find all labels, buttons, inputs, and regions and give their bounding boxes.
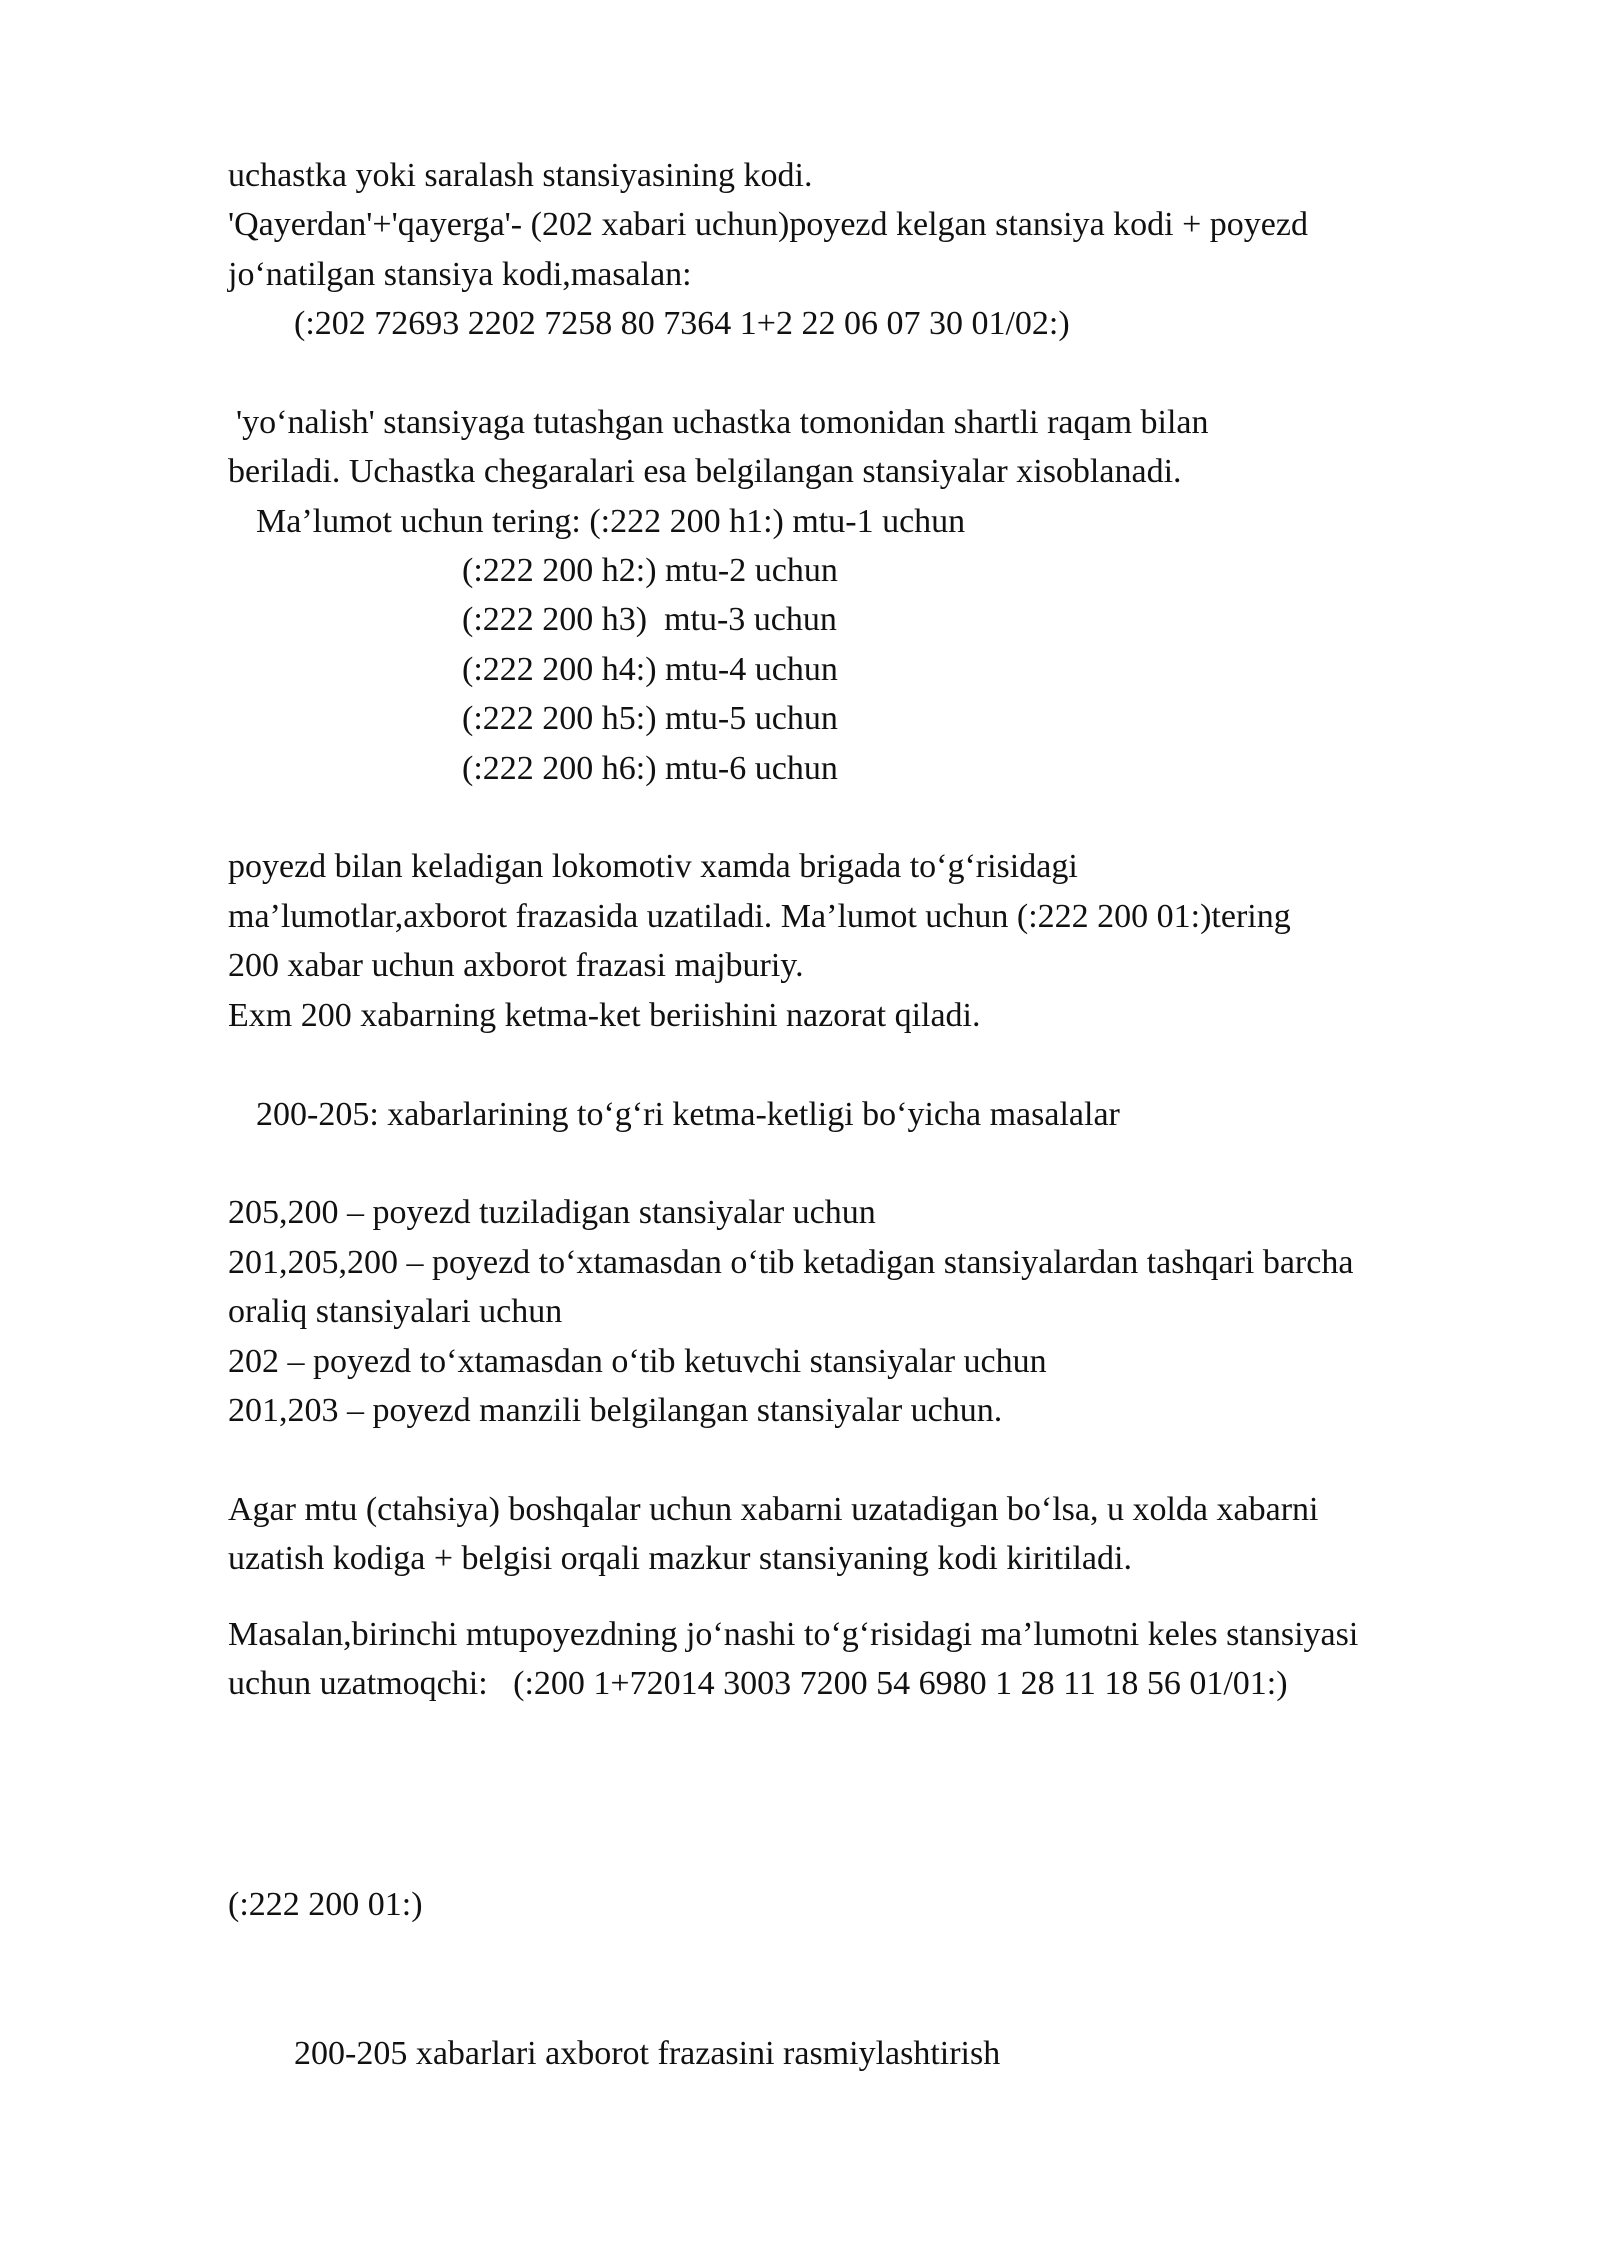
section-title: 200-205 xabarlari axborot frazasini rasmiylashtirish: [294, 2035, 1001, 2072]
text-line-25: Masalan,birinchi mtupoyezdning jo‘nashi to‘g‘risidagi ma’lumotni keles stansiyasi: [228, 1616, 1359, 1653]
text-line-3: jo‘natilgan stansiya kodi,masalan:: [228, 256, 692, 293]
text-line-21: 202 – poyezd to‘xtamasdan o‘tib ketuvchi stansiyalar uchun: [228, 1343, 1047, 1380]
text-line-16: Exm 200 xabarning ketma-ket beriishini nazorat qiladi.: [228, 997, 981, 1034]
code-list-item: (:222 200 h5:) mtu-5 uchun: [462, 700, 838, 737]
text-line-26: uchun uzatmoqchi: (:200 1+72014 3003 7200 54 6980 1 28 11 18 56 01/01:): [228, 1665, 1288, 1702]
text-line-23: Agar mtu (ctahsiya) boshqalar uchun xabarni uzatadigan bo‘lsa, u xolda xabarni: [228, 1491, 1319, 1528]
section-heading: 200-205: xabarlarining to‘g‘ri ketma-ketligi bo‘yicha masalalar: [256, 1096, 1120, 1133]
text-line-24: uzatish kodiga + belgisi orqali mazkur stansiyaning kodi kiritiladi.: [228, 1540, 1132, 1577]
text-line-22: 201,203 – poyezd manzili belgilangan stansiyalar uchun.: [228, 1392, 1003, 1429]
text-line-7: Ma’lumot uchun tering: (:222 200 h1:) mtu-1 uchun: [256, 503, 966, 540]
text-line-19: 201,205,200 – poyezd to‘xtamasdan o‘tib ketadigan stansiyalardan tashqari barcha: [228, 1244, 1354, 1281]
code-list-item: (:222 200 h3) mtu-3 uchun: [462, 601, 837, 638]
text-line-15: 200 xabar uchun axborot frazasi majburiy.: [228, 947, 804, 984]
code-list-item: (:222 200 h4:) mtu-4 uchun: [462, 651, 838, 688]
text-line-20: oraliq stansiyalari uchun: [228, 1293, 563, 1330]
example-code-line: (:202 72693 2202 7258 80 7364 1+2 22 06 07 30 01/02:): [294, 305, 1070, 342]
text-line-13: poyezd bilan keladigan lokomotiv xamda brigada to‘g‘risidagi: [228, 848, 1078, 885]
text-line-1: uchastka yoki saralash stansiyasining kodi.: [228, 157, 813, 194]
text-line-2: 'Qayerdan'+'qayerga'- (202 xabari uchun)poyezd kelgan stansiya kodi + poyezd: [228, 206, 1308, 243]
text-line-6: beriladi. Uchastka chegaralari esa belgilangan stansiyalar xisoblanadi.: [228, 453, 1182, 490]
code-list-item: (:222 200 h2:) mtu-2 uchun: [462, 552, 838, 589]
code-list-item: (:222 200 h6:) mtu-6 uchun: [462, 750, 838, 787]
text-line-5: 'yo‘nalish' stansiyaga tutashgan uchastka tomonidan shartli raqam bilan: [236, 404, 1209, 441]
text-line-18: 205,200 – poyezd tuziladigan stansiyalar uchun: [228, 1194, 876, 1231]
code-line: (:222 200 01:): [228, 1886, 423, 1923]
text-line-14: ma’lumotlar,axborot frazasida uzatiladi. Ma’lumot uchun (:222 200 01:)tering: [228, 898, 1291, 935]
